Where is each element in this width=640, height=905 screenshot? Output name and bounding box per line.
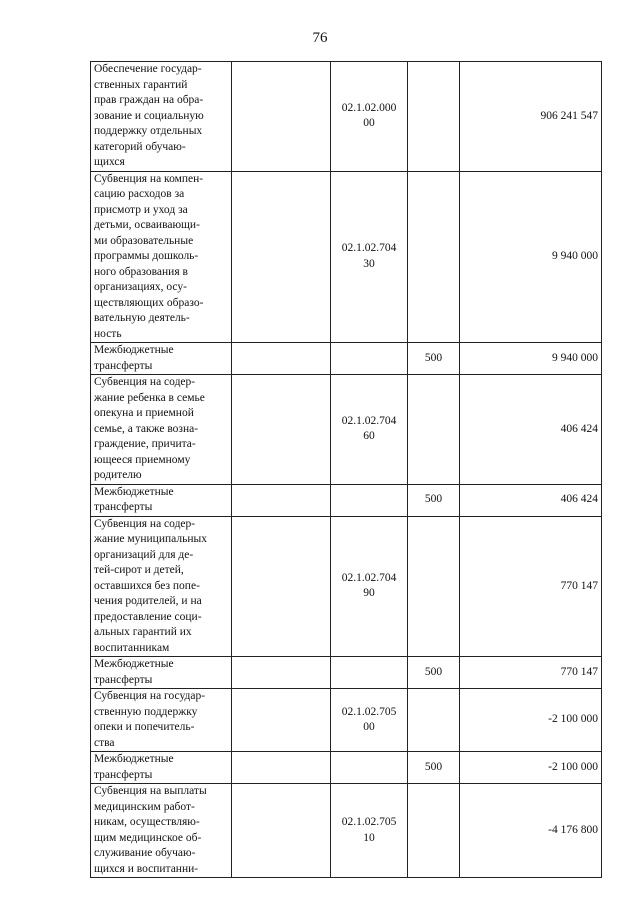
table-row <box>91 343 602 375</box>
row-kvr: 500 <box>408 657 460 689</box>
row-sum: 9 940 000 <box>460 343 602 375</box>
row-name: Субвенция на содер- жание ребенка в семье опекуна и приемной семье, а также возна- граждение, причита- ющееся приемному родителю <box>91 375 232 485</box>
row-name: Субвенция на компен- сацию расходов за присмотр и уход за детьми, осваивающи- ми образовательные программы дошколь- ного образования в организациях, осу- ществляющих образо- вательную деятель- ность <box>91 171 232 343</box>
row-empty-cell <box>232 516 331 657</box>
table-row <box>91 171 602 343</box>
row-kvr <box>408 689 460 752</box>
row-sum: -2 100 000 <box>460 752 602 784</box>
row-sum: -4 176 800 <box>460 784 602 878</box>
row-code <box>331 484 408 516</box>
table-row <box>91 375 602 485</box>
table-row <box>91 62 602 172</box>
table-row <box>91 784 602 878</box>
row-kvr: 500 <box>408 343 460 375</box>
row-code <box>331 657 408 689</box>
row-code: 02.1.02.000 00 <box>331 62 408 172</box>
row-sum: 9 940 000 <box>460 171 602 343</box>
row-kvr <box>408 62 460 172</box>
row-name: Обеспечение государ- ственных гарантий прав граждан на обра- зование и социальную поддержку отдельных категорий обучаю- щихся <box>91 62 232 172</box>
row-name: Межбюджетные трансферты <box>91 657 232 689</box>
page-number: 76 <box>312 30 328 46</box>
table-row <box>91 484 602 516</box>
row-empty-cell <box>232 657 331 689</box>
row-kvr <box>408 375 460 485</box>
table-row <box>91 657 602 689</box>
row-kvr: 500 <box>408 484 460 516</box>
row-empty-cell <box>232 375 331 485</box>
row-code: 02.1.02.704 60 <box>331 375 408 485</box>
budget-table <box>90 61 602 878</box>
row-kvr <box>408 516 460 657</box>
row-name: Межбюджетные трансферты <box>91 484 232 516</box>
row-empty-cell <box>232 171 331 343</box>
row-empty-cell <box>232 689 331 752</box>
row-code: 02.1.02.705 10 <box>331 784 408 878</box>
row-sum: -2 100 000 <box>460 689 602 752</box>
row-empty-cell <box>232 343 331 375</box>
row-name: Субвенция на содер- жание муниципальных организаций для де- тей-сирот и детей, оставшихся без попе- чения родителей, и на предоставление соци- альных гарантий их воспитанникам <box>91 516 232 657</box>
row-code <box>331 752 408 784</box>
row-empty-cell <box>232 784 331 878</box>
row-empty-cell <box>232 752 331 784</box>
row-kvr: 500 <box>408 752 460 784</box>
row-sum: 406 424 <box>460 375 602 485</box>
row-kvr <box>408 784 460 878</box>
row-code <box>331 343 408 375</box>
row-name: Субвенция на государ- ственную поддержку опеки и попечитель- ства <box>91 689 232 752</box>
row-sum: 906 241 547 <box>460 62 602 172</box>
table-row <box>91 516 602 657</box>
row-code: 02.1.02.704 30 <box>331 171 408 343</box>
table-row <box>91 689 602 752</box>
row-code: 02.1.02.704 90 <box>331 516 408 657</box>
row-sum: 770 147 <box>460 657 602 689</box>
row-name: Субвенция на выплаты медицинским работ- никам, осуществляю- щим медицинское об- служивание обучаю- щихся и воспитанни- <box>91 784 232 878</box>
row-empty-cell <box>232 484 331 516</box>
row-code: 02.1.02.705 00 <box>331 689 408 752</box>
table-row <box>91 752 602 784</box>
row-name: Межбюджетные трансферты <box>91 752 232 784</box>
row-sum: 406 424 <box>460 484 602 516</box>
row-name: Межбюджетные трансферты <box>91 343 232 375</box>
row-empty-cell <box>232 62 331 172</box>
row-sum: 770 147 <box>460 516 602 657</box>
row-kvr <box>408 171 460 343</box>
